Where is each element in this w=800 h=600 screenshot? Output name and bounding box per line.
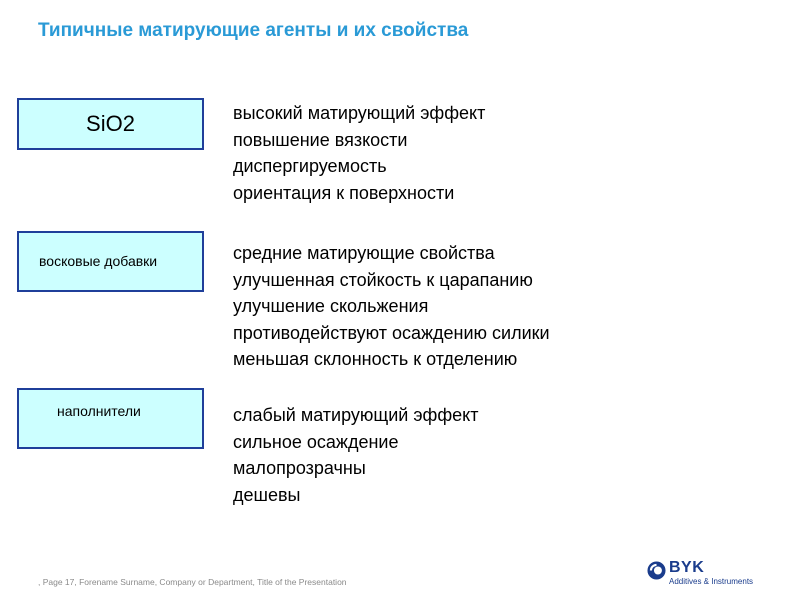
properties-list-wax-additives bbox=[233, 240, 550, 373]
property-item: ориентация к поверхности bbox=[233, 182, 455, 203]
property-item: средние матирующие свойства bbox=[233, 243, 495, 263]
property-item: улучшенная стойкость к царапанию bbox=[233, 269, 533, 290]
property-item: диспергируемость bbox=[233, 156, 387, 176]
logo-brand: BYK bbox=[669, 559, 705, 576]
agent-box-wax-additives bbox=[17, 231, 204, 292]
property-item: дешевы bbox=[233, 484, 301, 505]
slide-title: Типичные матирующие агенты и их свойства bbox=[38, 20, 469, 41]
property-item: противодействуют осаждению силики bbox=[233, 322, 550, 343]
property-item: улучшение скольжения bbox=[233, 296, 429, 316]
agent-label-sio2: SiO2 bbox=[86, 111, 135, 136]
byk-logo bbox=[647, 561, 772, 589]
property-item: повышение вязкости bbox=[233, 129, 408, 150]
logo-tagline: Additives & Instruments bbox=[669, 577, 754, 586]
property-item: высокий матирующий эффект bbox=[233, 103, 486, 123]
agent-label-fillers: наполнители bbox=[57, 403, 141, 419]
property-item: меньшая склонность к отделению bbox=[233, 349, 518, 369]
agent-box-fillers bbox=[17, 388, 204, 449]
property-item: сильное осаждение bbox=[233, 431, 399, 452]
agent-label-wax-additives: восковые добавки bbox=[39, 253, 158, 269]
properties-list-fillers bbox=[233, 402, 478, 508]
property-item: слабый матирующий эффект bbox=[233, 405, 479, 425]
slide-footer: , Page 17, Forename Surname, Company or Department, Title of the Presentation bbox=[38, 577, 347, 587]
property-item: малопрозрачны bbox=[233, 458, 366, 478]
properties-list-sio2 bbox=[233, 100, 485, 206]
agent-box-sio2 bbox=[17, 98, 204, 150]
byk-logo-icon bbox=[647, 561, 666, 580]
